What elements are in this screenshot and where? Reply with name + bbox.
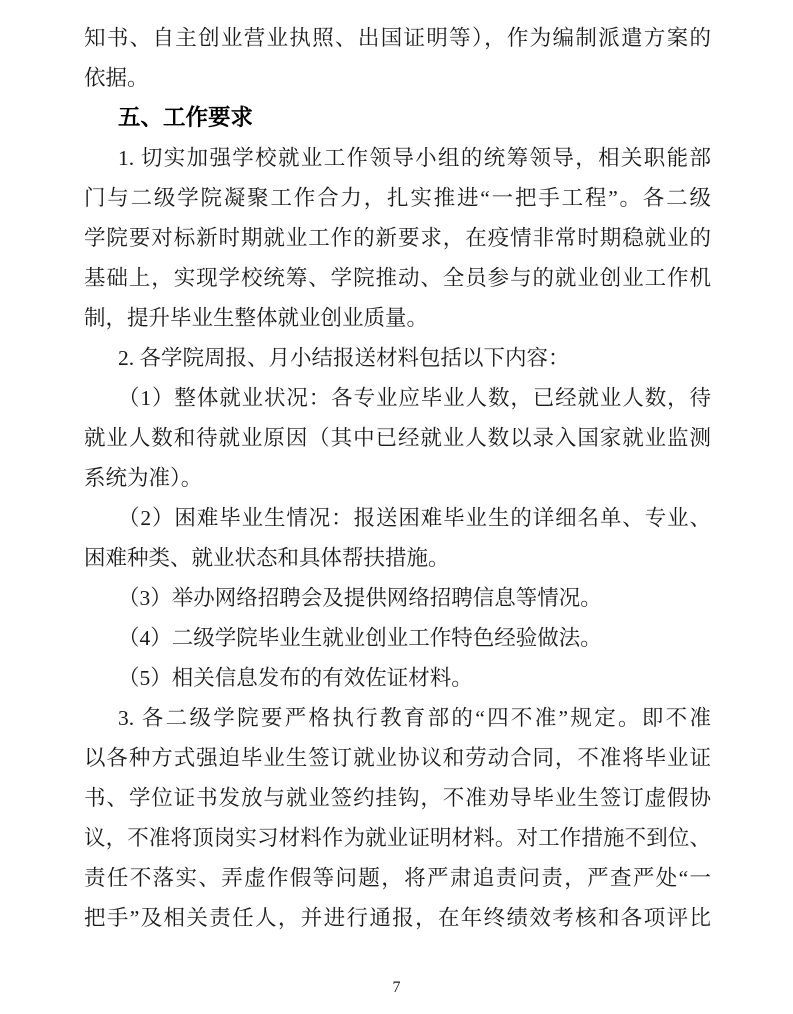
text-line: 系统为准）。 <box>84 466 203 490</box>
text-line: （3）举办网络招聘会及提供网络招聘信息等情况。 <box>118 586 602 610</box>
text-line: 知书、自主创业营业执照、出国证明等），作为编制派遣方案的 <box>84 26 711 50</box>
text-line: 学院要对标新时期就业工作的新要求，在疫情非常时期稳就业的 <box>84 226 711 250</box>
text-line: 1. 切实加强学校就业工作领导小组的统筹领导，相关职能部 <box>118 146 711 170</box>
text-line: 就业人数和待就业原因（其中已经就业人数以录入国家就业监测 <box>84 426 711 450</box>
document-body <box>84 18 711 938</box>
text-line: 2. 各学院周报、月小结报送材料包括以下内容： <box>118 346 570 370</box>
text-line: 门与二级学院凝聚工作合力，扎实推进“一把手工程”。各二级 <box>84 186 711 210</box>
text-line: 责任不落实、弄虚作假等问题，将严肃追责问责，严查严处“一 <box>84 866 711 890</box>
text-line: 基础上，实现学校统筹、学院推动、全员参与的就业创业工作机 <box>84 266 711 290</box>
text-line: 制，提升毕业生整体就业创业质量。 <box>84 306 429 330</box>
text-line: （4）二级学院毕业生就业创业工作特色经验做法。 <box>118 626 602 650</box>
page-number: 7 <box>392 979 401 996</box>
text-line: 以各种方式强迫毕业生签订就业协议和劳动合同，不准将毕业证 <box>84 746 711 770</box>
text-line: （1）整体就业状况：各专业应毕业人数，已经就业人数，待 <box>118 386 711 410</box>
text-line: 3. 各二级学院要严格执行教育部的“四不准”规定。即不准 <box>118 706 711 730</box>
text-line: （2）困难毕业生情况：报送困难毕业生的详细名单、专业、 <box>118 506 711 530</box>
text-line: 议，不准将顶岗实习材料作为就业证明材料。对工作措施不到位、 <box>84 826 711 850</box>
text-line: （5）相关信息发布的有效佐证材料。 <box>118 666 473 690</box>
text-line: 依据。 <box>84 66 149 90</box>
text-line: 书、学位证书发放与就业签约挂钩，不准劝导毕业生签订虚假协 <box>84 786 711 810</box>
text-line: 困难种类、就业状态和具体帮扶措施。 <box>84 546 450 570</box>
section-heading: 五、工作要求 <box>118 105 254 130</box>
text-line: 把手”及相关责任人，并进行通报，在年终绩效考核和各项评比 <box>84 906 711 930</box>
